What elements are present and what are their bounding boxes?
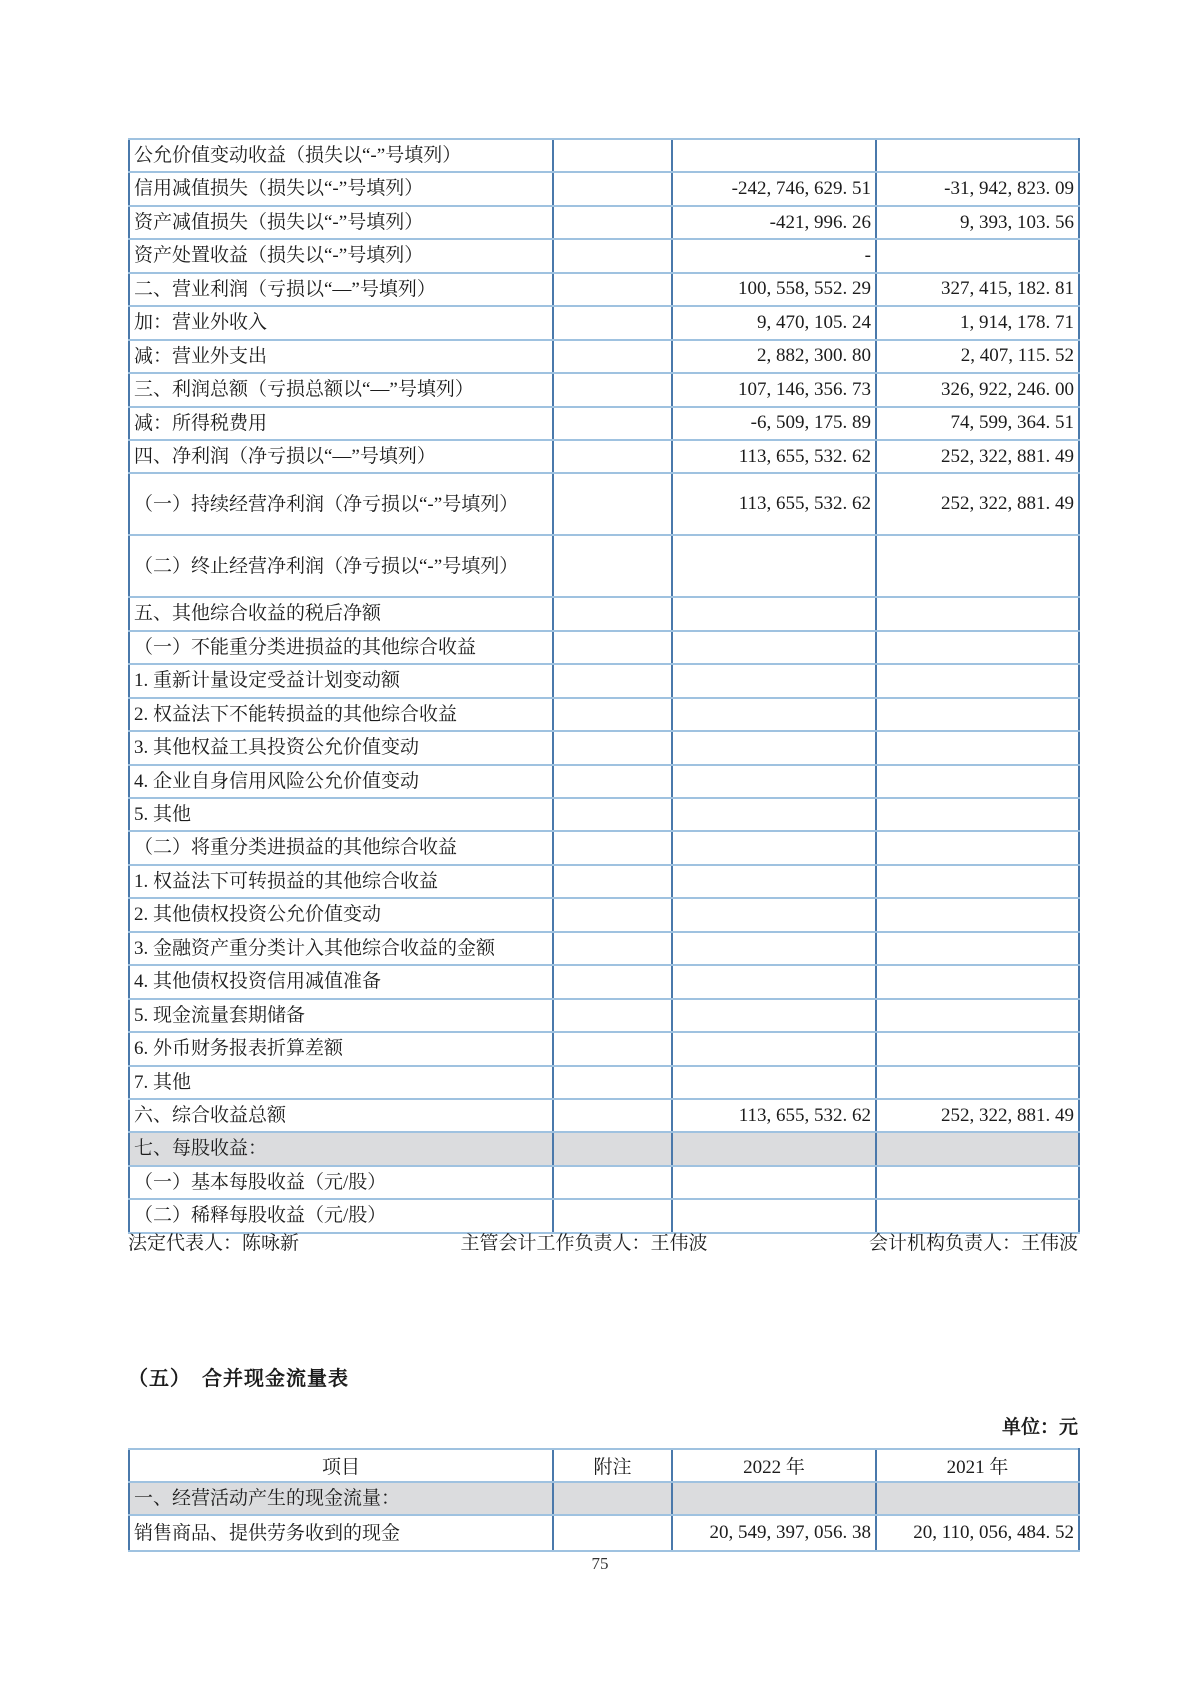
value-2021-cell xyxy=(876,597,1079,630)
cashflow-statement-table xyxy=(128,1448,1080,1552)
chief-accountant: 主管会计工作负责人：王伟波 xyxy=(460,1233,708,1254)
note-cell xyxy=(553,172,672,205)
header-item: 项目 xyxy=(129,1449,553,1482)
table-row xyxy=(129,340,1079,373)
value-2022-cell xyxy=(672,597,876,630)
row-label-cell: 资产减值损失（损失以“-”号填列） xyxy=(129,206,553,239)
note-cell xyxy=(553,898,672,931)
header-2021: 2021 年 xyxy=(876,1449,1079,1482)
value-2021-cell xyxy=(876,1066,1079,1099)
value-2022-cell: - xyxy=(672,239,876,272)
row-label-cell: 3. 金融资产重分类计入其他综合收益的金额 xyxy=(129,932,553,965)
value-2022-cell xyxy=(672,664,876,697)
note-cell xyxy=(553,206,672,239)
value-2022-cell xyxy=(672,731,876,764)
value-2021-cell: 327, 415, 182. 81 xyxy=(876,273,1079,306)
table-row xyxy=(129,999,1079,1032)
income-statement-rows xyxy=(129,139,1079,1233)
note-cell xyxy=(553,273,672,306)
table-row xyxy=(129,440,1079,473)
row-label-cell: 销售商品、提供劳务收到的现金 xyxy=(129,1515,553,1551)
note-cell xyxy=(553,473,672,535)
note-cell xyxy=(553,1132,672,1165)
header-2022: 2022 年 xyxy=(672,1449,876,1482)
note-cell xyxy=(553,1032,672,1065)
note-cell xyxy=(553,306,672,339)
value-2022-cell: 107, 146, 356. 73 xyxy=(672,373,876,406)
row-label-cell: （一）不能重分类进损益的其他综合收益 xyxy=(129,631,553,664)
value-2022-cell: 20, 549, 397, 056. 38 xyxy=(672,1515,876,1551)
value-2021-cell xyxy=(876,631,1079,664)
value-2022-cell xyxy=(672,1482,876,1515)
table-row xyxy=(129,831,1079,864)
value-2022-cell: 9, 470, 105. 24 xyxy=(672,306,876,339)
accounting-head: 会计机构负责人：王伟波 xyxy=(868,1233,1078,1254)
header-note: 附注 xyxy=(553,1449,672,1482)
value-2021-cell xyxy=(876,239,1079,272)
note-cell xyxy=(553,1515,672,1551)
row-label-cell: 五、其他综合收益的税后净额 xyxy=(129,597,553,630)
table-row xyxy=(129,1132,1079,1165)
cashflow-statement-rows xyxy=(129,1482,1079,1551)
value-2021-cell: -31, 942, 823. 09 xyxy=(876,172,1079,205)
note-cell xyxy=(553,1166,672,1199)
value-2022-cell xyxy=(672,965,876,998)
value-2021-cell xyxy=(876,1132,1079,1165)
note-cell xyxy=(553,1099,672,1132)
value-2021-cell: 2, 407, 115. 52 xyxy=(876,340,1079,373)
table-row xyxy=(129,1066,1079,1099)
value-2022-cell xyxy=(672,1066,876,1099)
note-cell xyxy=(553,999,672,1032)
value-2021-cell: 74, 599, 364. 51 xyxy=(876,407,1079,440)
value-2021-cell xyxy=(876,798,1079,831)
value-2021-cell xyxy=(876,765,1079,798)
note-cell xyxy=(553,1066,672,1099)
value-2021-cell xyxy=(876,965,1079,998)
signature-line xyxy=(128,1228,1078,1255)
row-label-cell: 公允价值变动收益（损失以“-”号填列） xyxy=(129,139,553,172)
note-cell xyxy=(553,340,672,373)
value-2022-cell xyxy=(672,139,876,172)
value-2022-cell xyxy=(672,1166,876,1199)
legal-representative: 法定代表人：陈咏新 xyxy=(128,1233,300,1254)
table-row xyxy=(129,731,1079,764)
table-row xyxy=(129,535,1079,597)
note-cell xyxy=(553,965,672,998)
value-2021-cell xyxy=(876,865,1079,898)
value-2021-cell xyxy=(876,664,1079,697)
row-label-cell: 减：营业外支出 xyxy=(129,340,553,373)
note-cell xyxy=(553,535,672,597)
value-2021-cell xyxy=(876,1166,1079,1199)
value-2021-cell: 252, 322, 881. 49 xyxy=(876,1099,1079,1132)
row-label-cell: 四、净利润（净亏损以“—”号填列） xyxy=(129,440,553,473)
row-label-cell: 4. 其他债权投资信用减值准备 xyxy=(129,965,553,998)
value-2022-cell: -242, 746, 629. 51 xyxy=(672,172,876,205)
row-label-cell: （二）将重分类进损益的其他综合收益 xyxy=(129,831,553,864)
note-cell xyxy=(553,865,672,898)
note-cell xyxy=(553,139,672,172)
table-row xyxy=(129,1166,1079,1199)
value-2022-cell: 100, 558, 552. 29 xyxy=(672,273,876,306)
table-row xyxy=(129,631,1079,664)
value-2021-cell xyxy=(876,139,1079,172)
row-label-cell: （一）持续经营净利润（净亏损以“-”号填列） xyxy=(129,473,553,535)
row-label-cell: 4. 企业自身信用风险公允价值变动 xyxy=(129,765,553,798)
value-2022-cell xyxy=(672,1132,876,1165)
table-row xyxy=(129,206,1079,239)
table-row xyxy=(129,765,1079,798)
row-label-cell: 七、每股收益： xyxy=(129,1132,553,1165)
value-2022-cell xyxy=(672,999,876,1032)
table-row xyxy=(129,798,1079,831)
value-2022-cell: 113, 655, 532. 62 xyxy=(672,1099,876,1132)
note-cell xyxy=(553,1482,672,1515)
note-cell xyxy=(553,631,672,664)
row-label-cell: 2. 其他债权投资公允价值变动 xyxy=(129,898,553,931)
note-cell xyxy=(553,765,672,798)
table-row xyxy=(129,898,1079,931)
table-row xyxy=(129,932,1079,965)
note-cell xyxy=(553,239,672,272)
value-2022-cell: 113, 655, 532. 62 xyxy=(672,440,876,473)
value-2021-cell xyxy=(876,932,1079,965)
row-label-cell: 5. 现金流量套期储备 xyxy=(129,999,553,1032)
row-label-cell: 5. 其他 xyxy=(129,798,553,831)
row-label-cell: 1. 重新计量设定受益计划变动额 xyxy=(129,664,553,697)
note-cell xyxy=(553,440,672,473)
note-cell xyxy=(553,798,672,831)
note-cell xyxy=(553,597,672,630)
table-row xyxy=(129,597,1079,630)
table-row xyxy=(129,664,1079,697)
value-2021-cell: 20, 110, 056, 484. 52 xyxy=(876,1515,1079,1551)
page-number: 75 xyxy=(591,1554,609,1573)
row-label-cell: 三、利润总额（亏损总额以“—”号填列） xyxy=(129,373,553,406)
value-2021-cell xyxy=(876,698,1079,731)
table-row xyxy=(129,1032,1079,1065)
note-cell xyxy=(553,731,672,764)
row-label-cell: 信用减值损失（损失以“-”号填列） xyxy=(129,172,553,205)
value-2022-cell: -6, 509, 175. 89 xyxy=(672,407,876,440)
table-row xyxy=(129,407,1079,440)
table-row xyxy=(129,373,1079,406)
row-label-cell: 资产处置收益（损失以“-”号填列） xyxy=(129,239,553,272)
value-2021-cell xyxy=(876,999,1079,1032)
table-row xyxy=(129,865,1079,898)
note-cell xyxy=(553,407,672,440)
value-2022-cell: 2, 882, 300. 80 xyxy=(672,340,876,373)
value-2021-cell: 1, 914, 178. 71 xyxy=(876,306,1079,339)
table-row xyxy=(129,273,1079,306)
row-label-cell: 减：所得税费用 xyxy=(129,407,553,440)
row-label-cell: 2. 权益法下不能转损益的其他综合收益 xyxy=(129,698,553,731)
table-row xyxy=(129,139,1079,172)
row-label-cell: 加：营业外收入 xyxy=(129,306,553,339)
value-2021-cell: 252, 322, 881. 49 xyxy=(876,440,1079,473)
value-2022-cell xyxy=(672,1032,876,1065)
row-label-cell: 6. 外币财务报表折算差额 xyxy=(129,1032,553,1065)
value-2022-cell: -421, 996. 26 xyxy=(672,206,876,239)
value-2022-cell xyxy=(672,698,876,731)
row-label-cell: 六、综合收益总额 xyxy=(129,1099,553,1132)
note-cell xyxy=(553,698,672,731)
table-row xyxy=(129,172,1079,205)
table-row xyxy=(129,698,1079,731)
header-row xyxy=(129,1449,1079,1482)
note-cell xyxy=(553,932,672,965)
table-row xyxy=(129,1099,1079,1132)
value-2021-cell xyxy=(876,898,1079,931)
value-2022-cell xyxy=(672,765,876,798)
value-2022-cell xyxy=(672,898,876,931)
table-row xyxy=(129,1482,1079,1515)
value-2022-cell xyxy=(672,631,876,664)
note-cell xyxy=(553,373,672,406)
note-cell xyxy=(553,831,672,864)
value-2021-cell xyxy=(876,831,1079,864)
value-2021-cell xyxy=(876,731,1079,764)
row-label-cell: 一、经营活动产生的现金流量： xyxy=(129,1482,553,1515)
section-title: （五） 合并现金流量表 xyxy=(128,1368,349,1390)
value-2022-cell xyxy=(672,798,876,831)
row-label-cell: 二、营业利润（亏损以“—”号填列） xyxy=(129,273,553,306)
row-label-cell: （二）稀释每股收益（元/股） xyxy=(129,1199,553,1232)
table-row xyxy=(129,239,1079,272)
value-2021-cell xyxy=(876,1482,1079,1515)
table-row xyxy=(129,1515,1079,1551)
row-label-cell: （一）基本每股收益（元/股） xyxy=(129,1166,553,1199)
unit-label: 单位：元 xyxy=(1001,1417,1078,1438)
value-2022-cell xyxy=(672,865,876,898)
value-2022-cell: 113, 655, 532. 62 xyxy=(672,473,876,535)
value-2021-cell: 252, 322, 881. 49 xyxy=(876,473,1079,535)
row-label-cell: 3. 其他权益工具投资公允价值变动 xyxy=(129,731,553,764)
value-2021-cell xyxy=(876,535,1079,597)
table-row xyxy=(129,473,1079,535)
cashflow-table-header xyxy=(129,1449,1079,1482)
row-label-cell: 7. 其他 xyxy=(129,1066,553,1099)
row-label-cell: 1. 权益法下可转损益的其他综合收益 xyxy=(129,865,553,898)
value-2021-cell xyxy=(876,1032,1079,1065)
table-row xyxy=(129,306,1079,339)
value-2022-cell xyxy=(672,831,876,864)
value-2022-cell xyxy=(672,932,876,965)
table-row xyxy=(129,965,1079,998)
income-statement-table xyxy=(128,138,1080,1234)
value-2021-cell: 326, 922, 246. 00 xyxy=(876,373,1079,406)
row-label-cell: （二）终止经营净利润（净亏损以“-”号填列） xyxy=(129,535,553,597)
note-cell xyxy=(553,664,672,697)
value-2021-cell: 9, 393, 103. 56 xyxy=(876,206,1079,239)
value-2022-cell xyxy=(672,535,876,597)
